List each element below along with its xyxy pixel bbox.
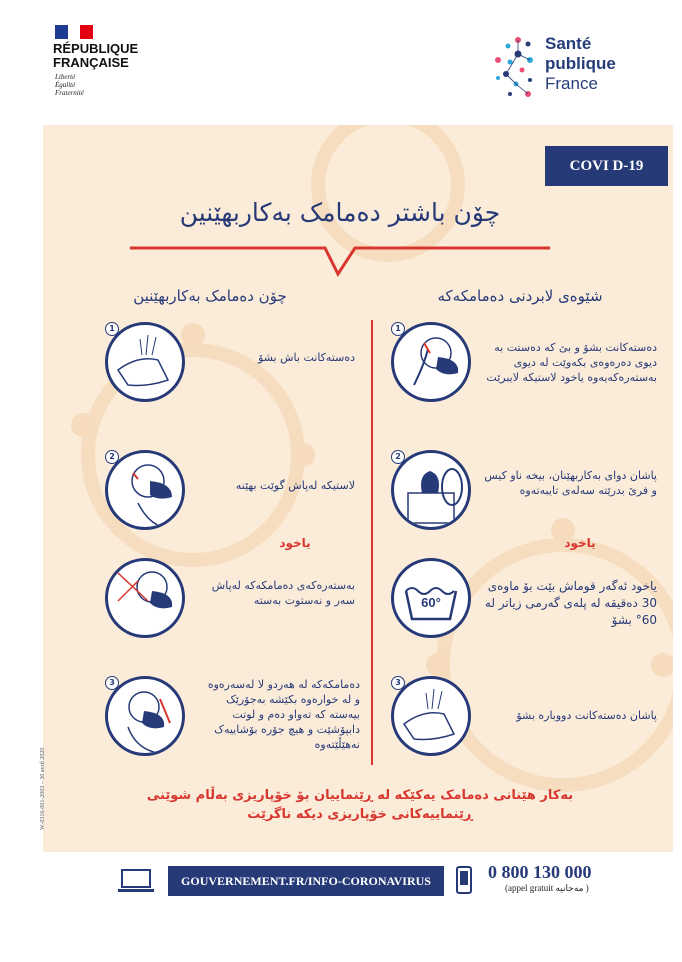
adjust-mask-illustration [105,676,185,756]
phone-free-note: (appel gratuit مەجانیە ) [505,883,589,893]
phone-icon [456,866,472,894]
right-step-2b-text: یاخود ئەگەر قوماش بێت بۆ ماوەی 30 دەقیقە لە پلەی گەرمی زیاتر لە 60° بشۆ [484,579,657,627]
wash-60-degrees-icon: 60° [391,558,471,638]
sante-publique-name: Santé publique France [545,34,616,93]
step-number: 1 [105,322,119,336]
covid-badge: COVI D-19 [545,146,668,186]
computer-icon [118,868,154,894]
right-step-1-text: دەستەکانت بشۆ و بێ کە دەستت بە دیوی دەرەوەی بکەوێت لە دیوی بەستەرەکەیەوە یاخود لاستیکە لایبرێت [486,341,657,384]
column-divider [371,320,373,765]
step-number: 3 [105,676,119,690]
right-or-label: یاخود [564,536,596,550]
title-underline [130,240,550,280]
republic-motto: Liberté Égalité Fraternité [55,73,84,97]
left-step-2-text: لاستیکە لەپاش گوێت بهێنە [235,479,355,492]
remove-mask-illustration [391,322,471,402]
step-number: 2 [105,450,119,464]
tie-mask-illustration [105,558,185,638]
footer-note: بەکار هێنانی دەمامک یەکێکە لە ڕێنماییان بۆ خۆپاریزی بەڵام شوێنی ڕێنماییەکانی خۆپاریزی دیکە ناگرێت [146,788,574,822]
sante-publique-logo-icon [488,32,544,102]
phone-number[interactable]: 0 800 130 000 [488,862,592,882]
left-step-2b-text: بەستەرەکەی دەمامکەکە لەپاش سەر و نەستوت بەستە [211,579,355,607]
french-flag-icon [55,25,93,39]
page-title: چۆن باشتر دەمامک بەکاربهێنین [179,198,501,227]
document-code: W-0316-001-2003 – 30 avril 2020 [40,747,46,830]
left-or-label: یاخود [279,536,311,550]
ear-loop-illustration [105,450,185,530]
left-step-1-text: دەستەکانت باش بشۆ [258,351,355,364]
step-number: 2 [391,450,405,464]
wash-hands-illustration [105,322,185,402]
right-step-2-text: پاشان دوای بەکاربهێنان، بیخە ناو کیس و فرێ بدرێتە سەلەی تایبەتەوە [484,469,657,497]
wash-hands-again-illustration [391,676,471,756]
republique-francaise-logo: RÉPUBLIQUE FRANÇAISE [53,41,139,70]
left-column-title: چۆن دەمامک بەکاربهێنین [133,287,287,305]
website-link[interactable]: GOUVERNEMENT.FR/INFO-CORONAVIRUS [168,866,444,896]
right-column-title: شێوەی لابردنی دەمامکەکە [437,287,603,305]
left-step-3-text: دەمامکەکە لە هەردو لا لەسەرەوە و لە خوارەوە بکێشە بەجۆرێک بیەستە کە تەواو دەم و لوتت دابپۆشێت و هیچ جۆرە بۆشاییەک نەهێڵێتەوە [207,678,360,751]
step-number: 3 [391,676,405,690]
step-number: 1 [391,322,405,336]
right-step-3-text: پاشان دەستەکانت دووبارە بشۆ [516,709,657,722]
dispose-mask-illustration [391,450,471,530]
